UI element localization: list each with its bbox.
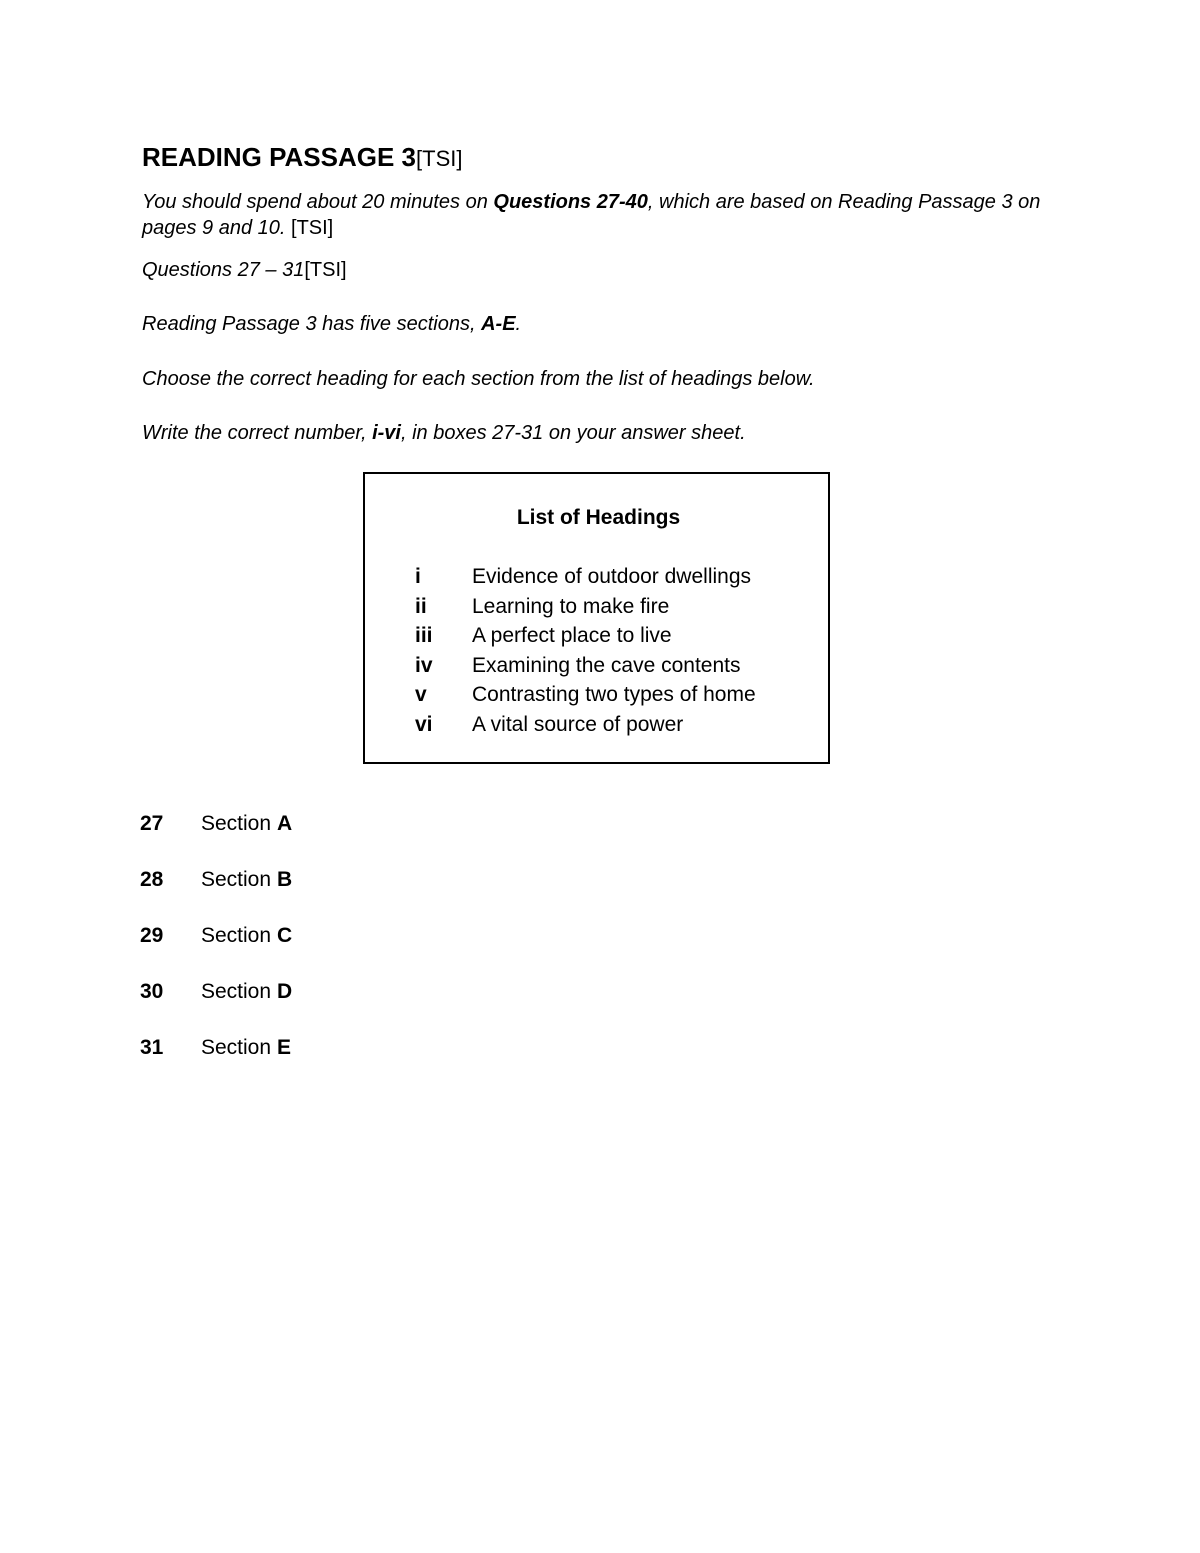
heading-numeral: iv bbox=[415, 653, 433, 677]
question-section-letter: E bbox=[277, 1036, 292, 1059]
write-text-2: , in boxes 27-31 on your answer sheet. bbox=[400, 422, 746, 444]
choose-text: Choose the correct heading for each section from the list of headings below. bbox=[142, 368, 815, 390]
question-section-letter: B bbox=[277, 868, 293, 891]
intro-text-1: You should spend about 20 minutes on bbox=[142, 191, 494, 213]
heading-item bbox=[415, 680, 756, 710]
headings-box-title: List of Headings bbox=[516, 506, 681, 529]
write-text-1: Write the correct number, bbox=[142, 422, 373, 444]
title-tag: [TSI] bbox=[416, 146, 463, 171]
question-label: Section bbox=[201, 868, 272, 891]
question-label: Section bbox=[201, 980, 272, 1003]
intro-tag: [TSI] bbox=[291, 217, 334, 239]
title-main: READING PASSAGE 3 bbox=[142, 142, 417, 172]
sections-end: . bbox=[515, 313, 522, 335]
heading-item bbox=[415, 621, 756, 651]
question-section-letter: D bbox=[277, 980, 293, 1003]
intro-questions-bold: Questions 27-40 bbox=[493, 191, 648, 213]
question-section-letter: A bbox=[277, 812, 293, 835]
sections-range-bold: A-E bbox=[481, 313, 516, 335]
intro-text-2: , which are based on Reading Passage 3 on pages 9 and 10. bbox=[142, 191, 1041, 239]
heading-numeral: vi bbox=[415, 712, 433, 736]
heading-list bbox=[415, 562, 756, 739]
heading-text: A perfect place to live bbox=[472, 624, 672, 647]
choose-instruction bbox=[142, 366, 1092, 392]
write-instruction bbox=[142, 420, 1092, 446]
sections-instruction bbox=[142, 311, 1092, 337]
questions-range-tag: [TSI] bbox=[304, 259, 347, 281]
question-number: 28 bbox=[140, 868, 164, 891]
heading-text: Contrasting two types of home bbox=[472, 683, 756, 706]
question-number: 31 bbox=[140, 1036, 164, 1059]
heading-text: A vital source of power bbox=[472, 712, 684, 736]
question-number: 30 bbox=[140, 980, 164, 1003]
question-row bbox=[140, 1033, 292, 1089]
questions-range-text: Questions 27 – 31 bbox=[142, 259, 305, 281]
question-row bbox=[140, 865, 292, 921]
heading-text: Learning to make fire bbox=[472, 594, 670, 618]
heading-item bbox=[415, 562, 756, 592]
intro-instruction bbox=[142, 189, 1092, 241]
heading-item bbox=[415, 651, 756, 681]
heading-item bbox=[415, 592, 756, 622]
question-label: Section bbox=[201, 924, 272, 947]
heading-numeral: iii bbox=[415, 624, 433, 647]
question-list bbox=[140, 809, 292, 1089]
question-section-letter: C bbox=[277, 924, 293, 947]
question-number: 29 bbox=[140, 924, 164, 947]
question-row bbox=[140, 809, 292, 865]
heading-item bbox=[415, 710, 756, 740]
question-row bbox=[140, 921, 292, 977]
questions-range bbox=[142, 257, 1092, 283]
headings-box bbox=[363, 472, 830, 764]
write-range-bold: i-vi bbox=[372, 422, 401, 444]
heading-numeral: v bbox=[415, 683, 427, 706]
question-label: Section bbox=[201, 812, 272, 835]
heading-numeral: ii bbox=[415, 594, 427, 618]
sections-text: Reading Passage 3 has five sections, bbox=[142, 313, 482, 335]
question-row bbox=[140, 977, 292, 1033]
question-number: 27 bbox=[140, 812, 164, 835]
heading-numeral: i bbox=[415, 565, 421, 588]
question-label: Section bbox=[201, 1036, 272, 1059]
heading-text: Examining the cave contents bbox=[472, 653, 741, 677]
heading-text: Evidence of outdoor dwellings bbox=[472, 565, 752, 588]
page-title bbox=[142, 140, 462, 176]
